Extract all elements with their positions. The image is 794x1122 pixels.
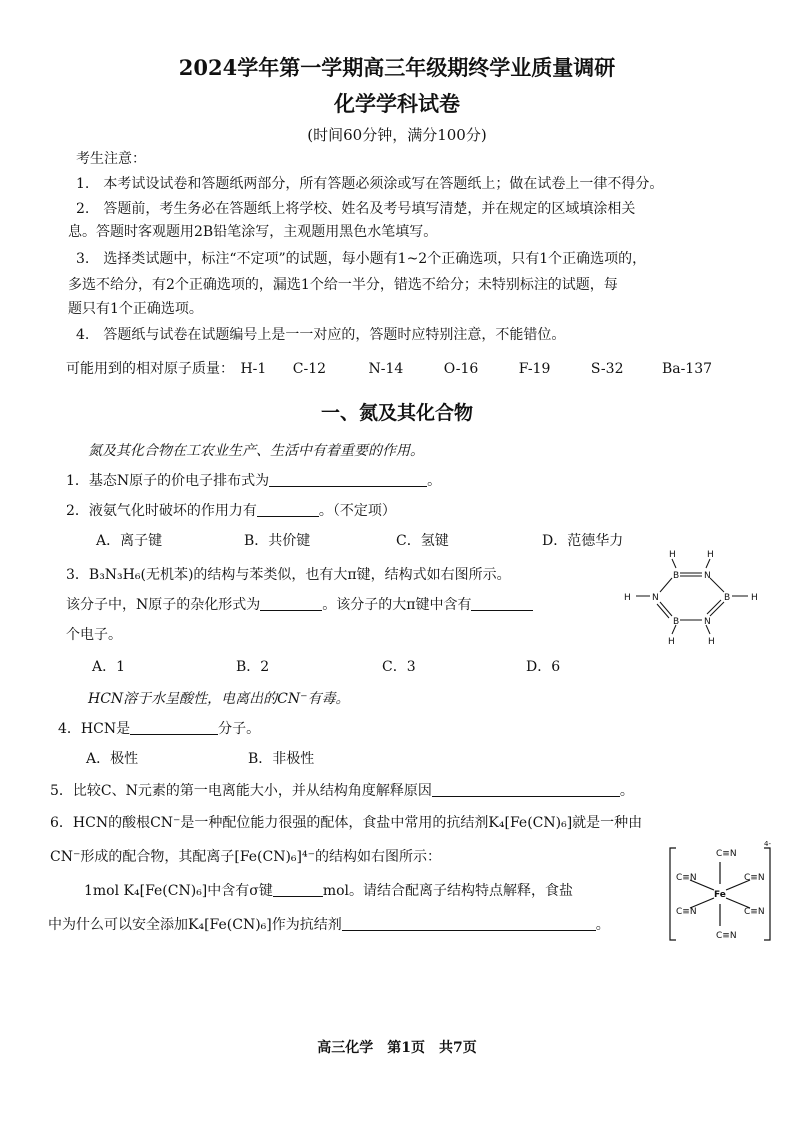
- q2-end: 。（不定项）: [318, 503, 396, 519]
- section-title: 一、氮及其化合物: [320, 402, 473, 424]
- atomic-mass-label: 可能用到的相对原子质量：: [66, 361, 234, 377]
- atomic-mass-ba: Ba-137: [661, 361, 713, 377]
- section-intro: 氮及其化合物在工农业生产、生活中有着重要的作用。: [88, 443, 424, 459]
- q6-text-d: mol。请结合配离子结构特点解释，食盐: [322, 883, 574, 899]
- q3-option-d: D．6: [526, 659, 561, 675]
- page-footer: 高三化学 第1页 共7页: [317, 1040, 477, 1056]
- question-4: [58, 718, 260, 738]
- q6-end: 。: [595, 917, 610, 933]
- q3-text-b: 该分子中，N原子的杂化形式为: [66, 597, 261, 613]
- q2-option-a: A．离子键: [96, 533, 163, 549]
- time-info: (时间60分钟，满分100分): [307, 126, 487, 144]
- subject-title: 化学学科试卷: [334, 91, 460, 116]
- fe-center-atom: Fe: [714, 890, 726, 900]
- q3-option-a: A．1: [92, 659, 126, 675]
- question-2: [66, 500, 396, 520]
- borazine-atom-b1: B: [673, 571, 680, 581]
- borazine-atom-h1: H: [669, 550, 676, 560]
- q4-option-a: A．极性: [86, 751, 139, 767]
- notice-item-3: 3. 选择类试题中，标注“不定项”的试题，每小题有1~2个正确选项，只有1个正确选项的，: [76, 251, 647, 267]
- notice-item-4: 4. 答题纸与试卷在试题编号上是一一对应的，答题时应特别注意，不能错位。: [76, 327, 566, 343]
- atomic-mass-f: F-19: [518, 361, 551, 377]
- q6-answer-blank-2[interactable]: [342, 916, 596, 931]
- borazine-atom-h5: H: [708, 637, 715, 647]
- cn-ligand-upper-left: C≡N: [676, 873, 697, 883]
- borazine-atom-h3: H: [624, 593, 631, 603]
- q6-answer-blank-1[interactable]: [273, 882, 323, 897]
- q6-line-1: 6．HCN的酸根CN⁻是一种配位能力很强的配体，食盐中常用的抗结剂K₄[Fe(CN)₆]就是一种由: [50, 815, 643, 831]
- notice-item-3-cont: 多选不给分，有2个正确选项的，漏选1个给一半分，错选不给分；未特别标注的试题，每: [68, 277, 618, 293]
- exam-title: 2024学年第一学期高三年级期终学业质量调研: [178, 55, 616, 80]
- q5-answer-blank[interactable]: [432, 782, 620, 797]
- cn-ligand-lower-right: C≡N: [744, 907, 765, 917]
- atomic-mass-row: [66, 358, 712, 378]
- q1-end: 。: [427, 473, 442, 489]
- q3-line-2: [66, 594, 533, 614]
- complex-charge: 4-: [764, 840, 771, 848]
- atomic-mass-h: H-1: [240, 361, 267, 377]
- q4-answer-blank[interactable]: [130, 720, 218, 735]
- borazine-atom-b3: B: [673, 617, 680, 627]
- q3-answer-blank-1[interactable]: [260, 596, 322, 611]
- question-5: [50, 780, 634, 800]
- q2-text: 2．液氨气化时破坏的作用力有: [66, 503, 257, 519]
- q3-option-c: C．3: [382, 659, 416, 675]
- q2-option-b: B．共价键: [244, 533, 311, 549]
- notice-item-3-end: 题只有1个正确选项。: [68, 301, 203, 317]
- notice-heading: 考生注意：: [76, 151, 146, 167]
- q4-end: 分子。: [218, 721, 261, 737]
- q6-line-2: CN⁻形成的配合物，其配离子[Fe(CN)₆]⁴⁻的结构如右图所示：: [50, 849, 442, 865]
- atomic-mass-n: N-14: [368, 361, 404, 377]
- borazine-atom-h6: H: [668, 637, 675, 647]
- q5-text: 5．比较C、N元素的第一电离能大小，并从结构角度解释原因: [50, 783, 432, 799]
- borazine-atom-h2: H: [707, 550, 714, 560]
- notice-item-2-cont: 息。答题时客观题用2B铅笔涂写，主观题用黑色水笔填写。: [68, 224, 438, 240]
- atomic-mass-c: C-12: [292, 361, 327, 377]
- question-1: [66, 470, 441, 490]
- ferrocyanide-structure-figure: [666, 840, 776, 946]
- notice-item-1: 1. 本考试设试卷和答题纸两部分，所有答题必须涂或写在答题纸上；做在试卷上一律不得分。: [76, 176, 664, 192]
- borazine-structure-figure: [624, 548, 774, 648]
- cn-ligand-bottom: C≡N: [716, 931, 737, 941]
- q6-line-3: [84, 880, 573, 900]
- borazine-atom-n2: N: [652, 593, 659, 603]
- q4-text: 4．HCN是: [58, 721, 131, 737]
- q6-line-4: [48, 914, 610, 934]
- q3-answer-blank-2[interactable]: [471, 596, 533, 611]
- cn-ligand-lower-left: C≡N: [676, 907, 697, 917]
- cn-ligand-top: C≡N: [716, 849, 737, 859]
- borazine-atom-b2: B: [724, 593, 731, 603]
- atomic-mass-s: S-32: [590, 361, 624, 377]
- q2-option-c: C．氢键: [396, 533, 449, 549]
- q1-text: 1．基态N原子的价电子排布式为: [66, 473, 270, 489]
- borazine-atom-n3: N: [704, 617, 711, 627]
- q3-text-c: 。该分子的大π键中含有: [322, 597, 472, 613]
- cn-ligand-upper-right: C≡N: [744, 873, 765, 883]
- q6-text-e: 中为什么可以安全添加K₄[Fe(CN)₆]作为抗结剂: [48, 917, 342, 933]
- borazine-atom-h4: H: [751, 593, 758, 603]
- q2-answer-blank[interactable]: [257, 502, 319, 517]
- q5-end: 。: [619, 783, 634, 799]
- q3-option-b: B．2: [236, 659, 270, 675]
- q1-answer-blank[interactable]: [269, 472, 427, 487]
- q6-text-c: 1mol K₄[Fe(CN)₆]中含有σ键: [84, 883, 273, 899]
- q3-line-1: 3．B₃N₃H₆(无机苯)的结构与苯类似，也有大π键，结构式如右图所示。: [66, 567, 511, 583]
- q3-line-3: 个电子。: [66, 627, 122, 643]
- q2-option-d: D．范德华力: [542, 533, 624, 549]
- hcn-intro: HCN溶于水呈酸性，电离出的CN⁻有毒。: [88, 691, 350, 707]
- borazine-atom-n1: N: [704, 571, 711, 581]
- atomic-mass-o: O-16: [443, 361, 479, 377]
- notice-item-2: 2. 答题前，考生务必在答题纸上将学校、姓名及考号填写清楚，并在规定的区域填涂相关: [76, 201, 636, 217]
- q4-option-b: B．非极性: [248, 751, 315, 767]
